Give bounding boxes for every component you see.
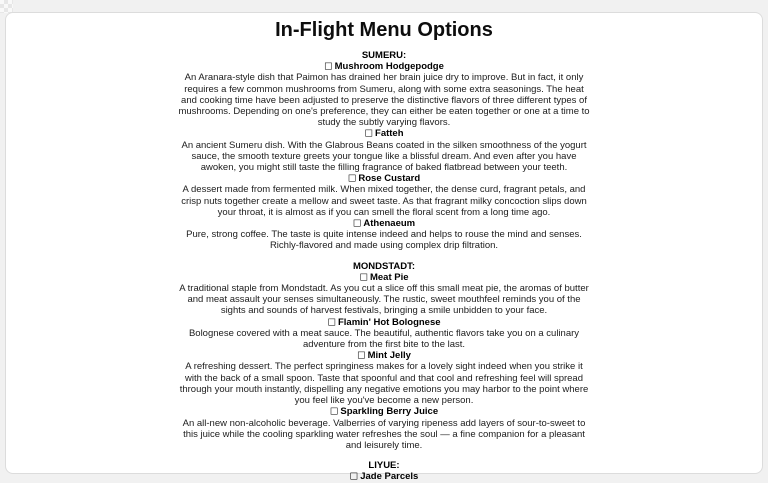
- menu-item-title-line: [176, 272, 592, 283]
- page-title: In-Flight Menu Options: [275, 19, 493, 41]
- menu-item: [176, 218, 592, 252]
- menu-item: [176, 128, 592, 173]
- menu-item-description: Pure, strong coffee. The taste is quite intense indeed and helps to rouse the mind and senses. Richly-flavored and made using complex drip filtration.: [186, 229, 582, 252]
- checkbox-icon[interactable]: ☐: [327, 317, 336, 329]
- checkbox-icon[interactable]: ☐: [357, 350, 366, 362]
- menu-item: [176, 406, 592, 451]
- menu-item-description: An Aranara-style dish that Paimon has drained her brain juice dry to improve. But in fact, it only requires a few common mushrooms from Sumeru, along with some extra seasonings. The heat and cooking time have been adjusted to preserve the distinctive flavors of three different types of mushrooms. Depending on one's preference, they can either be eaten together or one at a time to study the subtly varying flavors.: [178, 72, 590, 129]
- section-heading: LIYUE:: [368, 460, 400, 472]
- checkbox-icon[interactable]: ☐: [347, 173, 357, 185]
- checkbox-icon[interactable]: ☐: [324, 61, 333, 73]
- menu-item-label: Mushroom Hodgepodge: [334, 61, 444, 73]
- menu-item-label: Jade Parcels: [360, 471, 419, 483]
- menu-item-description: A refreshing dessert. The perfect springiness makes for a lovely sight indeed when you strike it with the back of a small spoon. Taste that spoonful and that cool and refreshing feel will spread through your mouth instantly, dispelling any negative emotions you may harbor to the point where you feel like you've become a new person.: [179, 361, 589, 407]
- menu-item-description: An all-new non-alcoholic beverage. Valberries of varying ripeness add layers of sour-to-sweet to this juice while the cooling sparkling water refreshes the soul — a fine companion for a pleasant and leisurely time.: [182, 417, 586, 451]
- menu-item-description: A traditional staple from Mondstadt. As you cut a slice off this small meat pie, the aromas of butter and meat assault your senses simultaneously. The rustic, sweet mouthfeel reminds you of the sights and sounds of harvest festivals, bringing a smile unbidden to your face.: [179, 283, 589, 317]
- section-sumeru: [176, 50, 592, 252]
- transparency-checker-corner: [0, 0, 13, 13]
- menu-item-title-line: [176, 173, 592, 184]
- menu-item-title-line: [176, 128, 592, 139]
- menu-item-label: Mint Jelly: [367, 350, 411, 362]
- document-content: [176, 19, 592, 483]
- menu-item-title-line: [176, 471, 592, 482]
- menu-item-description: Bolognese covered with a meat sauce. The beautiful, authentic flavors take you on a culinary adventure from the first bite to the last.: [188, 327, 580, 351]
- menu-document-page: [5, 12, 763, 483]
- section-mondstadt: [176, 261, 592, 451]
- menu-item: [176, 173, 592, 218]
- menu-item-title-line: [176, 317, 592, 328]
- checkbox-icon[interactable]: ☐: [349, 471, 359, 483]
- menu-item-label: Flamin' Hot Bolognese: [337, 316, 441, 328]
- checkbox-icon[interactable]: ☐: [329, 406, 339, 418]
- menu-item-label: Sparkling Berry Juice: [340, 406, 439, 418]
- menu-item: [176, 350, 592, 406]
- menu-item-label: Meat Pie: [369, 271, 409, 283]
- menu-item-description: An ancient Sumeru dish. With the Glabrous Beans coated in the silken smoothness of the yogurt sauce, the smooth texture greets your tongue like a blissful dream. And even after you have awoken, you might still taste the filling fragrance of baked flatbread between your teeth.: [181, 139, 587, 174]
- checkbox-icon[interactable]: ☐: [352, 218, 362, 230]
- section-liyue: [176, 460, 592, 482]
- checkbox-icon[interactable]: ☐: [364, 128, 374, 140]
- checkbox-icon[interactable]: ☐: [359, 272, 368, 284]
- menu-item: [176, 471, 592, 482]
- menu-item-title-line: [176, 350, 592, 361]
- menu-item: [176, 61, 592, 128]
- menu-item-label: Rose Custard: [358, 173, 421, 185]
- section-heading: SUMERU:: [361, 50, 407, 61]
- menu-item-label: Fatteh: [375, 128, 404, 140]
- menu-item-title-line: [176, 406, 592, 417]
- menu-item: [176, 272, 592, 317]
- menu-item-label: Athenaeum: [363, 218, 416, 230]
- menu-item-title-line: [176, 61, 592, 72]
- section-heading: MONDSTADT:: [352, 260, 416, 272]
- menu-item: [176, 317, 592, 351]
- menu-item-description: A dessert made from fermented milk. When mixed together, the dense curd, fragrant petals, and crisp nuts together create a mellow and sweet taste. As that fragrant milky concoction slips down your throat, it is almost as if you can smell the floral scent from a long time ago.: [181, 184, 587, 218]
- menu-item-title-line: [176, 218, 592, 229]
